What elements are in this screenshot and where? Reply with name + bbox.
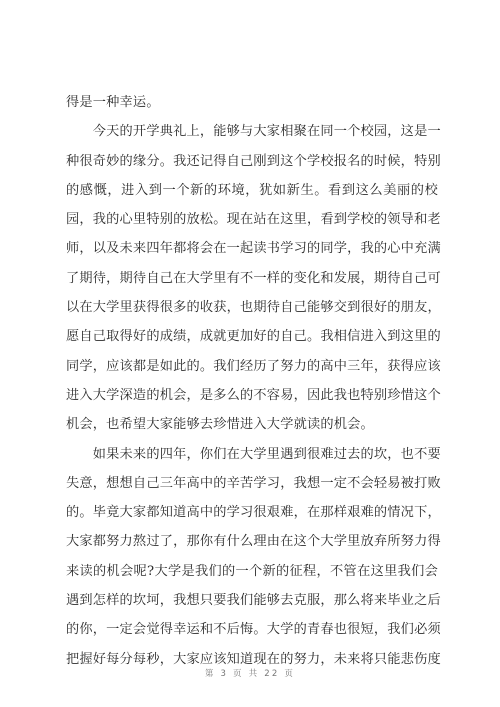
text-line: 遇到怎样的坎坷，我想只要我们能够去克服，那么将来毕业之后 bbox=[66, 593, 441, 609]
text-line: 失意，想想自己三年高中的辛苦学习，我想一定不会轻易被打败 bbox=[66, 475, 441, 491]
body-text bbox=[66, 88, 441, 674]
text-line: 大家都努力熬过了，那你有什么理由在这个大学里放弃所努力得 bbox=[66, 534, 441, 550]
text-line: 来读的机会呢?大学是我们的一个新的征程，不管在这里我们会 bbox=[66, 563, 438, 579]
text-line: 的感慨，进入到一个新的环境，犹如新生。看到这么美丽的校 bbox=[66, 182, 438, 198]
text-line: 了期待，期待自己在大学里有不一样的变化和发展，期待自己可 bbox=[66, 270, 441, 286]
text-line: 师，以及未来四年都将会在一起读书学习的同学，我的心中充满 bbox=[66, 241, 441, 257]
text-line: 机会，也希望大家能够去珍惜进入大学就读的机会。 bbox=[66, 417, 374, 433]
text-line: 把握好每分每秒，大家应该知道现在的努力，未来将只能悲伤度 bbox=[66, 651, 441, 667]
text-line: 种很奇妙的缘分。我还记得自己刚到这个学校报名的时候，特别 bbox=[66, 153, 441, 169]
text-line: 的你，一定会觉得幸运和不后悔。大学的青春也很短，我们必须 bbox=[66, 622, 441, 638]
text-line: 同学，应该都是如此的。我们经历了努力的高中三年，获得应该 bbox=[66, 358, 441, 374]
text-line: 得是一种幸运。 bbox=[66, 95, 160, 110]
text-line: 园，我的心里特别的放松。现在站在这里，看到学校的领导和老 bbox=[66, 212, 441, 228]
text-line: 以在大学里获得很多的收获，也期待自己能够交到很好的朋友， bbox=[66, 300, 441, 316]
text-line: 的。毕竟大家都知道高中的学习很艰难，在那样艰难的情况下， bbox=[66, 505, 441, 521]
text-line: 进入大学深造的机会，是多么的不容易，因此我也特别珍惜这个 bbox=[66, 387, 441, 403]
text-line: 愿自己取得好的成绩，成就更加好的自己。我相信进入到这里的 bbox=[66, 329, 441, 345]
text-line: 如果未来的四年，你们在大学里遇到很难过去的坎，也不要 bbox=[66, 446, 441, 462]
page-number-footer: 第 3 页 共 22 页 bbox=[204, 669, 296, 679]
text-line: 今天的开学典礼上，能够与大家相聚在同一个校园，这是一 bbox=[66, 124, 441, 140]
